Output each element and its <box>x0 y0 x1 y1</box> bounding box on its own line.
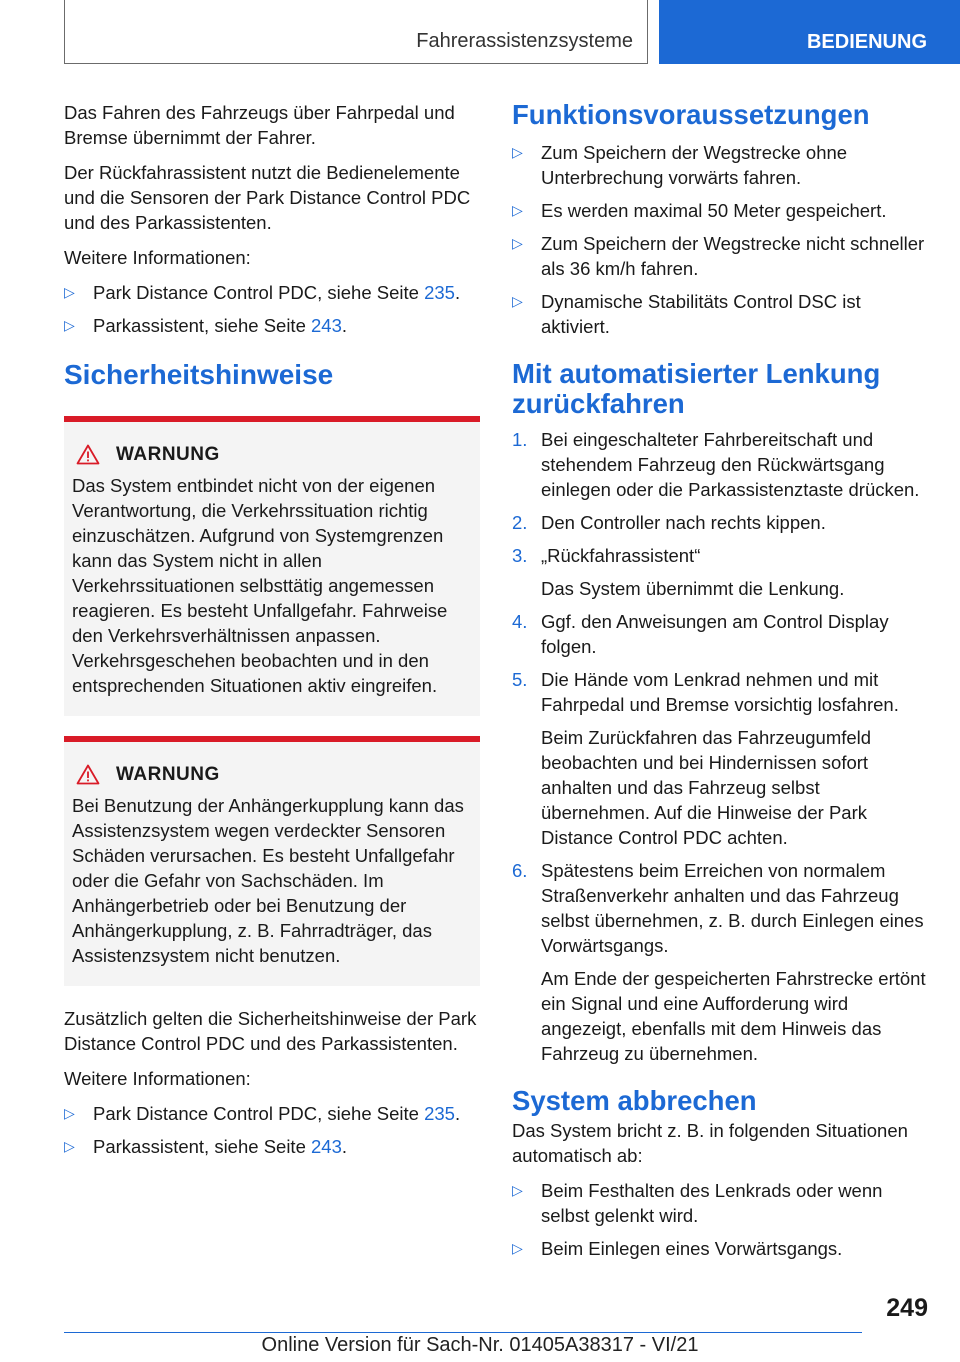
section-heading-abort: System abbrechen <box>512 1085 757 1116</box>
footer-text: Online Version für Sach-Nr. 01405A38317 - VI/21 <box>261 1334 699 1356</box>
step-item: 1. Bei eingeschalteter Fahrbereitschaft und stehendem Fahrzeug den Rückwärtsgang einlegen oder die Parkassistenztaste drücken. <box>512 429 920 500</box>
step-note: Das System übernimmt die Lenkung. <box>541 578 845 599</box>
list-item: ▷ Beim Festhalten des Lenkrads oder wenn selbst gelenkt wird. <box>512 1180 883 1226</box>
step-number: 4. <box>512 611 528 632</box>
reference-item: ▷ Park Distance Control PDC, siehe Seite 235. <box>64 282 461 303</box>
warning-triangle-icon <box>76 764 100 785</box>
list-item: ▷ Beim Einlegen eines Vorwärtsgangs. <box>512 1238 843 1259</box>
header-section-title <box>64 0 648 64</box>
more-info-label: Weitere Informationen: <box>64 1068 251 1089</box>
triangle-bullet-icon: ▷ <box>512 202 523 218</box>
reference-item: ▷ Parkassistent, siehe Seite 243. <box>64 315 348 336</box>
triangle-bullet-icon: ▷ <box>64 1138 75 1154</box>
page-link[interactable]: 235 <box>424 1103 455 1124</box>
warning-triangle-icon <box>76 444 100 465</box>
list-item: ▷ Zum Speichern der Wegstrecke nicht schneller als 36 km/h fahren. <box>512 233 925 279</box>
triangle-bullet-icon: ▷ <box>512 144 523 160</box>
step-note: Am Ende der gespeicherten Fahrstrecke ertönt ein Signal und eine Aufforderung wird angezeigt, ebenfalls mit dem Hinweis das Fahrzeug zu übernehmen. <box>541 968 926 1064</box>
reference-item: ▷ Parkassistent, siehe Seite 243. <box>64 1136 348 1157</box>
abort-list <box>512 1178 928 1261</box>
requirements-list <box>512 140 928 339</box>
warning-text: Das System entbindet nicht von der eigenen Verantwortung, die Verkehrssituation richtig einzuschätzen. Aufgrund von Systemgrenzen kann das System nicht in allen Verkehrssituationen selbsttätig angemessen reagieren. Es besteht Unfallgefahr. Fahrweise den Verkehrsverhältnissen anpassen. Verkehrsgeschehen beobachten und in den entsprechenden Situationen aktiv eingreifen. <box>72 475 448 696</box>
step-number: 5. <box>512 669 528 690</box>
step-item: 6. Spätestens beim Erreichen von normalem Straßenverkehr anhalten und das Fahrzeug selbst übernehmen, z. B. durch Einlegen eines Vorwärtsgangs. Am Ende der gespeicherten Fahrstrecke ertönt ein Signal und eine Aufforderung wird angezeigt, ebenfalls mit dem Hinweis das Fahrzeug zu übernehmen. <box>512 858 928 1066</box>
triangle-bullet-icon: ▷ <box>512 235 523 251</box>
description-paragraph: Der Rückfahrassistent nutzt die Bedienelemente und die Sensoren der Park Distance Control PDC und des Parkassistenten. <box>64 162 471 233</box>
steps-list <box>512 427 928 1066</box>
step-item: 5. Die Hände vom Lenkrad nehmen und mit Fahrpedal und Bremse vorsichtig losfahren. Beim Zurückfahren das Fahrzeugumfeld beobachten und bei Hindernissen sofort anhalten und das Fahrzeug selbst übernehmen. Auf die Hinweise der Park Distance Control PDC achten. <box>512 667 928 850</box>
triangle-bullet-icon: ▷ <box>512 1182 523 1198</box>
chapter-label: BEDIENUNG <box>806 31 927 53</box>
reference-list <box>64 1101 480 1159</box>
list-item: ▷ Zum Speichern der Wegstrecke ohne Unterbrechung vorwärts fahren. <box>512 142 848 188</box>
step-number: 6. <box>512 860 528 881</box>
triangle-bullet-icon: ▷ <box>64 1105 75 1121</box>
header-chapter-tab <box>659 0 960 64</box>
left-column <box>64 100 480 1167</box>
section-heading-requirements: Funktionsvoraussetzungen <box>512 99 870 130</box>
triangle-bullet-icon: ▷ <box>64 284 75 300</box>
triangle-bullet-icon: ▷ <box>64 317 75 333</box>
page-link[interactable]: 243 <box>311 1136 342 1157</box>
step-item: 4. Ggf. den Anweisungen am Control Display folgen. <box>512 611 889 657</box>
list-item: ▷ Es werden maximal 50 Meter gespeichert. <box>512 200 887 221</box>
triangle-bullet-icon: ▷ <box>512 1240 523 1256</box>
additional-safety-paragraph: Zusätzlich gelten die Sicherheitshinweise der Park Distance Control PDC und des Parkassistenten. <box>64 1008 477 1054</box>
warning-title: WARNUNG <box>72 762 472 787</box>
step-number: 2. <box>512 512 528 533</box>
step-number: 1. <box>512 429 528 450</box>
reference-list <box>64 280 480 338</box>
section-heading-safety: Sicherheitshinweise <box>64 359 334 390</box>
right-column <box>512 100 928 1269</box>
warning-box <box>64 736 480 986</box>
step-number: 3. <box>512 545 528 566</box>
warning-title: WARNUNG <box>72 442 472 467</box>
warning-text: Bei Benutzung der Anhängerkupplung kann das Assistenzsystem wegen verdeckter Sensoren Schäden verursachen. Es besteht Unfallgefahr oder die Gefahr von Sachschäden. Im Anhängerbetrieb oder bei Benutzung der Anhängerkupplung, z. B. Fahrradträger, das Assistenzsystem nicht benutzen. <box>72 795 464 966</box>
list-item: ▷ Dynamische Stabilitäts Control DSC ist aktiviert. <box>512 291 861 337</box>
intro-paragraph: Das Fahren des Fahrzeugs über Fahrpedal und Bremse übernimmt der Fahrer. <box>64 102 455 148</box>
page-link[interactable]: 235 <box>424 282 455 303</box>
step-item: 3. „Rückfahrassistent“ Das System übernimmt die Lenkung. <box>512 543 928 601</box>
step-item: 2. Den Controller nach rechts kippen. <box>512 512 826 533</box>
reference-item: ▷ Park Distance Control PDC, siehe Seite 235. <box>64 1103 461 1124</box>
step-note: Beim Zurückfahren das Fahrzeugumfeld beobachten und bei Hindernissen sofort anhalten und das Fahrzeug selbst übernehmen. Auf die Hinweise der Park Distance Control PDC achten. <box>541 727 872 848</box>
more-info-label: Weitere Informationen: <box>64 247 251 268</box>
warning-box <box>64 416 480 716</box>
abort-paragraph: Das System bricht z. B. in folgenden Situationen automatisch ab: <box>512 1120 908 1166</box>
footer-divider <box>64 1332 862 1333</box>
section-heading-reverse: Mit automatisierter Lenkung zurückfahren <box>512 358 881 419</box>
triangle-bullet-icon: ▷ <box>512 293 523 309</box>
page-link[interactable]: 243 <box>311 315 342 336</box>
page-number: 249 <box>886 1294 928 1322</box>
section-label: Fahrerassistenzsysteme <box>416 30 633 52</box>
